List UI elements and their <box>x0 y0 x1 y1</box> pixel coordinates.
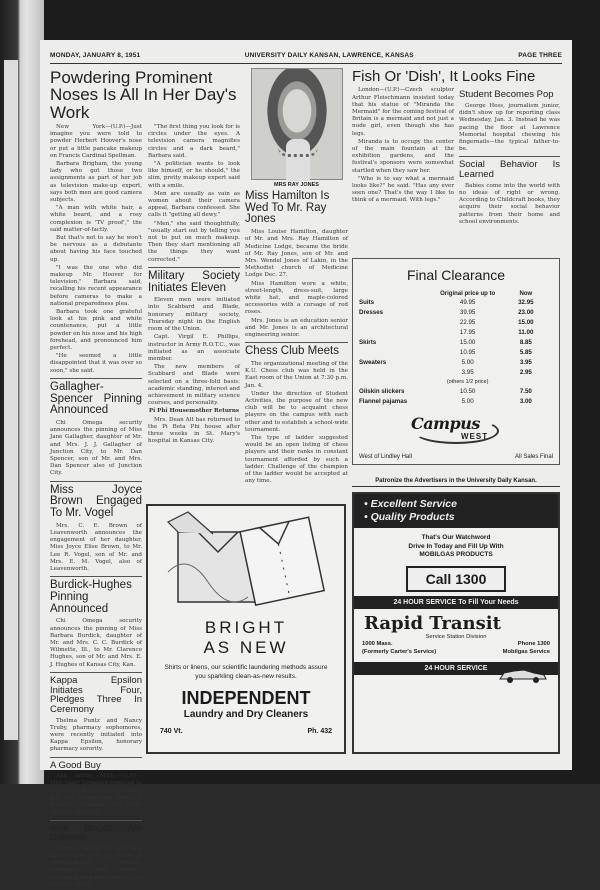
headline-social-behavior: Social Behavior Is Learned <box>459 159 560 181</box>
story-blue-bloods: Cornell University scientists have found that the blood of thoroughbred horses, nicknamed "blue bloods," actually differs from other types of horse blood. <box>50 845 142 888</box>
station-phone: Phone 1300 <box>517 641 550 647</box>
laundry-phone: Ph. 432 <box>307 728 332 735</box>
headline-powdering-noses: Powdering Prominent Noses Is All In Her Day's Work <box>50 68 237 122</box>
headline-fish-or-dish: Fish Or 'Dish', It Looks Fine <box>352 68 536 85</box>
headline-chess-club: Chess Club Meets <box>245 345 339 358</box>
photo-caption: MRS RAY JONES <box>274 182 319 188</box>
story-pi-phi: Mrs. Dean Alt has returned to the Pi Beta Phi house after three weeks in St. Mary's hospital in Kansas City. <box>148 416 240 445</box>
headline-hamilton-jones: Miss Hamilton Is Wed To Mr. Ray Jones <box>245 190 330 226</box>
table-row: Oilskin slickers 10.50 7.50 <box>359 387 532 395</box>
headline-gallagher-spencer: Gallagher-Spencer Pinning Announced <box>50 380 142 417</box>
story-chess-club: The organizational meeting of the K.U. Chess club was held in the East room of the Union at 7:30 p.m. Jan. 4. Under the direction of Student Activities, the purpose of the new club will be to acquaint chess players on the campus with each other and to establish a school-wide tournament. The type of ladder suggested would be an open listing of chess players and their ranks in constant tournament afforded by such a ladder. Challenge of the champion of the ladder would be accepted at any time. <box>245 360 348 485</box>
masthead: UNIVERSITY DAILY KANSAN, LAWRENCE, KANSAS <box>244 52 414 59</box>
headline-blue-bloods: Blue Bloods Are Different <box>50 822 142 844</box>
now-price-header: Now <box>519 291 533 297</box>
portrait-photo <box>251 68 343 180</box>
table-row: Skirts 15.00 8.85 <box>359 338 532 346</box>
story-joyce-brown: Mrs. C. E. Brown of Leavenworth announces the engagement of her daughter, Miss Joyce Elise Brown, to Mr. Lee R. Vogel, son of Mr. and Mrs. E. M. Vogel, also of Leavenworth. <box>50 522 142 573</box>
quality-products-line: • Quality Products <box>364 511 455 523</box>
rapid-transit-ad <box>352 492 560 754</box>
campus-west-logo: Campus WEST <box>411 414 501 448</box>
mobilgas-service: Mobilgas Service <box>502 648 550 655</box>
table-row: Sweaters 5.00 3.95 <box>359 358 532 366</box>
table-row: (others 1/2 price) <box>446 378 489 385</box>
formerly-carters: (Formerly Carter's Service) <box>362 648 437 655</box>
table-row: 17.95 11.00 <box>459 328 534 336</box>
clearance-title: Final Clearance <box>406 267 506 283</box>
laundry-tagline: Shirts or linens, our scientific laundering methods assure you sparkling clean-as-new results. <box>164 664 328 680</box>
laundry-name-sub: Laundry and Dry Cleaners <box>183 709 309 720</box>
station-address: 1000 Mass. <box>362 641 393 647</box>
table-row: Suits 49.95 32.95 <box>359 298 534 306</box>
excellent-service-line: • Excellent Service <box>364 498 457 510</box>
call-1300-box: Call 1300 <box>406 566 506 592</box>
headline-student-pop: Student Becomes Pop <box>459 89 554 101</box>
watchword-line: That's Our Watchword <box>421 534 491 541</box>
car-icon <box>498 666 548 684</box>
issue-date: MONDAY, JANUARY 8, 1951 <box>50 52 141 59</box>
orig-price-header: Original price up to <box>440 291 496 297</box>
mobilgas-products-line: MOBILGAS PRODUCTS <box>419 551 493 558</box>
table-row: Flannel pajamas 5.00 3.00 <box>359 397 532 405</box>
story-good-buy: Ann Arbor, Mich.—(U.P.)—Mrs. Mary Vergason reported to police that her purse containing $20 was accidentally sold at a Kiwanis rummage sale while she was working. <box>50 773 142 816</box>
table-row: Dresses 39.95 23.00 <box>359 308 534 316</box>
scan-top-border <box>0 0 600 40</box>
story-kappa-epsilon: Thelma Puntz and Nancy Truby, pharmacy sophomores, were recently initiated into Kappa Epsilon, honorary pharmacy sorority. <box>50 717 142 753</box>
headline-military-society: Military Society Initiates Eleven <box>148 269 240 294</box>
laundry-ad <box>146 504 346 754</box>
table-row: 3.95 2.95 <box>461 368 532 376</box>
bright-heading: BRIGHT <box>204 618 288 637</box>
clearance-price-table <box>359 291 553 406</box>
column-4 <box>352 66 560 281</box>
patronize-notice: Patronize the Advertisers in the University Daily Kansan. <box>352 478 560 487</box>
headline-joyce-brown: Miss Joyce Brown Engaged To Mr. Vogel <box>50 483 142 520</box>
page-header <box>50 52 562 64</box>
story-student-pop: George Hess, journalism junior, didn't show up for reporting class Wednesday, Jan. 3. Instead he was pacing the floor at Lawrence Memorial hospital chewing his fingernails—the typical father-to-be. <box>459 102 560 153</box>
headline-burdick-hughes: Burdick-Hughes Pinning Announced <box>50 579 132 615</box>
as-new-heading: AS NEW <box>203 638 289 657</box>
story-hamilton-jones: Miss Louise Hamilton, daughter of Mr. and Mrs. Ray Hamilton of Medicine Lodge, became the bride of Mr. Ray Jones, son of Mr. and Mrs. Wendel Jones of Lakin, in the Methodist church of Medicine Lodge Dec. 27. Miss Hamilton wore a white, street-length, dress-suit, large white hat, and maple-colored accessories with a corsage of red roses. Mrs. Jones is an education senior and Mr. Jones is an architectural engineering senior. <box>245 229 348 338</box>
newspaper-page <box>40 40 572 888</box>
headline-good-buy: A Good Buy <box>50 759 101 771</box>
store-location: West of Lindley Hall <box>359 454 412 460</box>
page-binding <box>0 0 44 784</box>
story-burdick-hughes: Chi Omega security announces the pinning of Miss Barbara Burdick, daughter of Mr. and Mrs. C. C. Burdick of Wilmette, Ill., to Mr. Clarence Hughes, son of Mr. and Mrs. E. J. Hughes of Kansas City, Kan. <box>50 618 142 668</box>
laundry-name: INDEPENDENT <box>181 688 311 708</box>
table-row: 10.95 5.85 <box>459 348 532 356</box>
page-number: PAGE THREE <box>518 52 562 59</box>
story-fish-or-dish: London—(U.P.)—Czech sculptor Arthur Fleischmann insisted today that his statue of "Miranda the Mermaid" for the coming festival of Britain is a mermaid and not just a nude girl, even though she has legs. Miranda is to occupy the center of the main fountain at the exhibition gardens, and the festival's sponsors were somewhat startled when they saw her. "Who is to say what a mermaid looks like?" he said. "Has any ever seen one? That's the way I like to think of a mermaid. With legs." <box>352 87 454 204</box>
story-powdering-noses-continued: "The first thing you look for is circles under the eyes. A television camera magnifies circles and a dark beard," Barbara said. "A politician wants to look like himself, or he should," the slim, pretty makeup expert said with a smile. Men are usually as vain as women about their camera appeal, Barbara confessed. She calls it "getting all dewy." "Men," she said thoughtfully, "usually start out by telling you not to put on much makeup. Then they start mentioning all the things they want corrected." Military Society Initiates Eleven Eleven men were initiated into Scabbard and Blade, honorary military society, Thursday night in the English room of the Union. Capt. Virgil E. Phillips, instructor in Army R.O.T.C., was initiated as an associate member. The new members of Scabbard and Blade were selected on a three-fold basis: academic standing, interest and achievement in military science courses, and personality. Pi Phi Housemother Returns Mrs. Dean Alt has returned to the Pi Beta Phi house after three weeks in St. Mary's hospital in Kansas City. <box>148 123 240 445</box>
column-3 <box>245 66 348 506</box>
headline-kappa-epsilon: Kappa Epsilon Initiates Four, Pledges Three In Ceremony <box>50 674 142 715</box>
24-hour-service-bar: 24 HOUR SERVICE To Fill Your Needs <box>354 596 558 609</box>
folded-shirts-illustration <box>168 512 318 612</box>
station-division: Service Station Division <box>425 633 487 640</box>
clearance-ad <box>352 254 560 498</box>
story-social-behavior: Babies come into the world with no ideas of right or wrong. According to Childcraft books, they acquire their social behavior patterns from their home and school environments. <box>459 182 560 225</box>
headline-pi-phi: Pi Phi Housemother Returns <box>148 408 240 415</box>
drive-in-line: Drive In Today and Fill Up With <box>408 542 504 550</box>
sales-final-note: All Sales Final <box>514 454 553 460</box>
story-powdering-noses: New York—(U.P.)—Just imagine you were told to powder Herbert Hoover's nose or put a little pancake makeup on Francis Cardinal Spellman. Barbara Brigham, the young lady who got those two assignments as part of her job as television make-up expert, says both men are good camera subjects. "A man with white hair, a white beard, and a rosy complexion is 'TV proof'," the said matter-of-factly. But that's not to say he won't be nervous as a debutante about having his face touched up. "I was the one who did makeup Mr. Hoover for television," Barbara said, recalling his recent appearance before cameras to make a national preparedness plea. Barbara took one grateful look at his pink and white countenance, put a little powder on his nose and his high forehead, and pronounced him perfect. "He seemed a little disappointed that it was over so soon," she said. Gallagher-Spencer Pinning Announced Chi Omega security announces the pinning of Miss Jane Gallagher, daughter of Mr. and Mrs. J. J. Gallagher of Junction City, to Mr. Dan Spencer, son of Mr. and Mrs. Dan Spencer also of Junction City. Miss Joyce Brown Engaged To Mr. Vogel Mrs. C. E. Brown of Leavenworth announces the engagement of her daughter, Miss Joyce Elise Brown, to Mr. Lee R. Vogel, son of Mr. and Mrs. E. M. Vogel, also of Leavenworth. Burdick-Hughes Pinning Announced Chi Omega security announces the pinning of Miss Barbara Burdick, daughter of Mr. and Mrs. C. C. Burdick of Wilmette, Ill., to Mr. Clarence Hughes, son of Mr. and Mrs. E. J. Hughes of Kansas City, Kan. Kappa Epsilon Initiates Four, Pledges Three In Ceremony Thelma Puntz and Nancy Truby, pharmacy sophomores, were recently initiated into Kappa Epsilon, honorary pharmacy sorority. A Good Buy Ann Arbor, Mich.—(U.P.)—Mrs. Mary Vergason reported to police that her purse containing $20 was accidentally sold at a Kiwanis rummage sale while she was working. Blue Bloods Are Different Cornell University scientists have found that the blood of thoroughbred horses, nicknamed "blue bloods," actually differs from other types of horse blood. <box>50 123 142 888</box>
table-row: 22.95 15.00 <box>459 318 534 326</box>
story-gallagher-spencer: Chi Omega security announces the pinning of Miss Jane Gallagher, daughter of Mr. and Mrs. J. J. Gallagher of Junction City, to Mr. Dan Spencer, son of Mr. and Mrs. Dan Spencer also of Junction City. <box>50 420 142 477</box>
scan-right-border <box>572 0 600 784</box>
laundry-address: 740 Vt. <box>160 728 183 735</box>
rapid-transit-name: Rapid Transit <box>364 612 501 634</box>
24-hour-service-footer: 24 HOUR SERVICE <box>354 662 558 675</box>
